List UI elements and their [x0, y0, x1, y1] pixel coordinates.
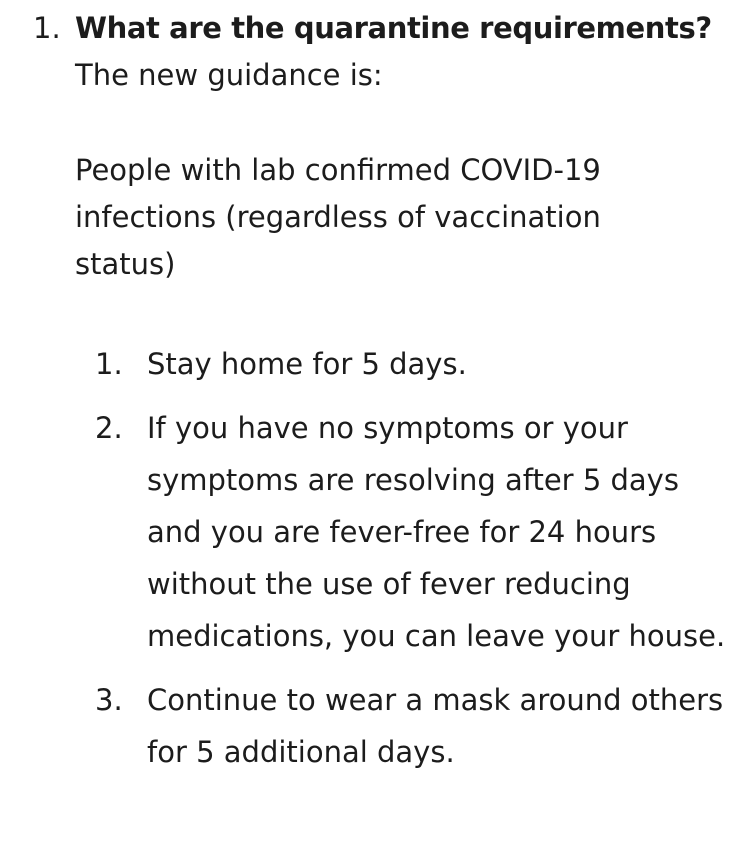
list-item: [95, 338, 735, 390]
list-item-text: If you have no symptoms or your symptoms are resolving after 5 days and you are fever-free for 24 hours without the use of fever reducing medications, you can leave your house.: [147, 411, 726, 653]
question-number: 1.: [33, 11, 61, 45]
list-item-number: 2.: [95, 411, 123, 445]
list-item-text: Stay home for 5 days.: [147, 347, 467, 381]
guidance-steps-list: [95, 338, 735, 790]
list-item-number: 1.: [95, 347, 123, 381]
intro-text: The new guidance is:: [75, 58, 383, 92]
question-title: What are the quarantine requirements?: [75, 11, 712, 45]
lead-paragraph: People with lab confirmed COVID-19 infections (regardless of vaccination status): [75, 153, 601, 281]
list-item: [95, 674, 735, 778]
list-item: [95, 402, 735, 662]
list-item-number: 3.: [95, 683, 123, 717]
list-item-text: Continue to wear a mask around others for 5 additional days.: [147, 683, 724, 769]
